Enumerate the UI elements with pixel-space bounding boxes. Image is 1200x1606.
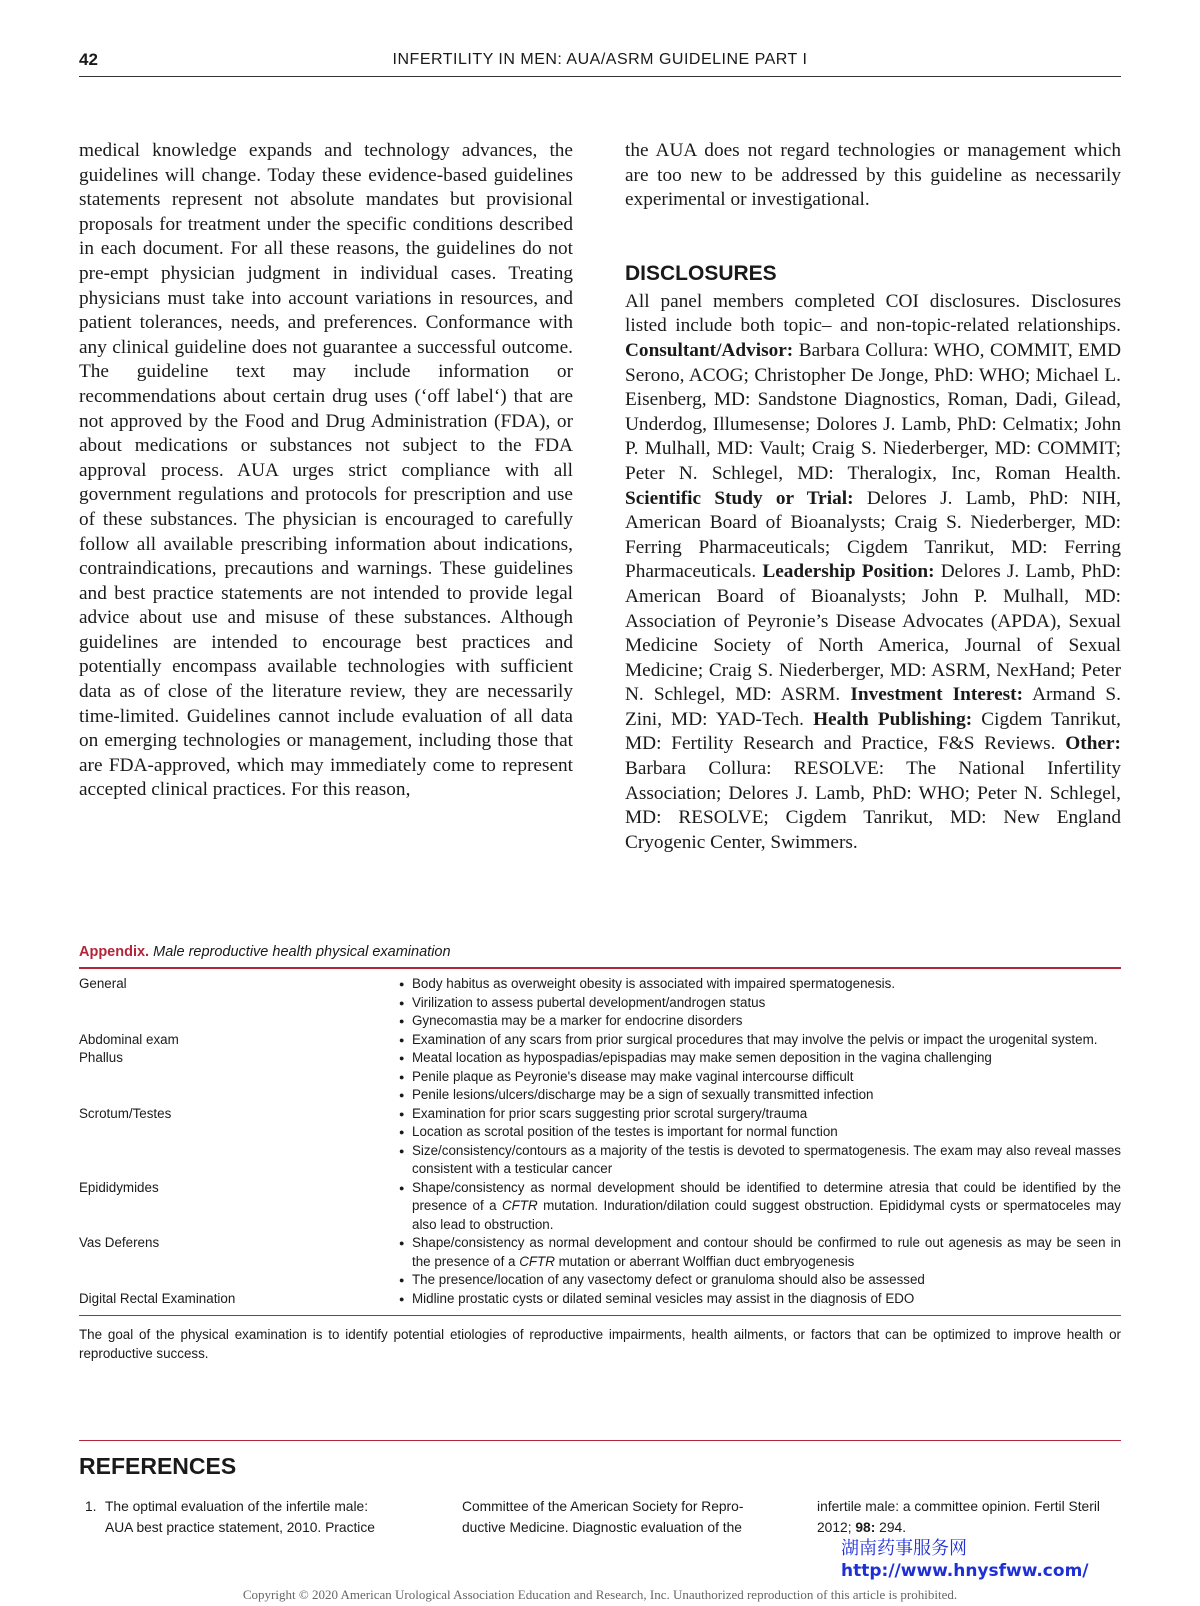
exam-findings xyxy=(398,1031,1121,1050)
exam-row-scrotum xyxy=(79,1105,1121,1179)
exam-findings xyxy=(398,1105,1121,1179)
exam-findings xyxy=(398,975,1121,1031)
exam-findings xyxy=(398,1290,1121,1309)
exam-findings xyxy=(398,1234,1121,1290)
health-publishing-text: Cigdem Tanrikut, MD: Fertility Research and Practice, F&S Reviews. xyxy=(625,708,1121,755)
exam-finding: ● Penile lesions/ulcers/discharge may be a sign of sexually transmitted infection xyxy=(398,1086,1121,1105)
reference-number: 1. xyxy=(85,1499,97,1514)
disclosures-heading: DISCLOSURES xyxy=(625,261,777,285)
scientific-text: Delores J. Lamb, PhD: NIH, American Board of Bioanalysts; Craig S. Niederberger, MD: Ferring Pharmaceuticals; Cigdem Tanrikut, MD: Ferring Pharmaceuticals. xyxy=(625,487,1121,583)
exam-region: Vas Deferens xyxy=(79,1235,160,1250)
exam-row-general xyxy=(79,975,1121,1031)
exam-region: Digital Rectal Examination xyxy=(79,1290,236,1306)
leadership-label: Leadership Position: xyxy=(762,561,935,583)
leadership-text: Delores J. Lamb, PhD: American Board of Bioanalysts; John P. Mulhall, MD: Association of Peyronie’s Disease Advocates (APDA), Sexual Medicine Society of North America, Journal of Sexual Medicine; Craig S. Niederberger, MD: ASRM, NexHand; Peter N. Schlegel, MD: ASRM. xyxy=(625,561,1121,706)
page-header xyxy=(79,48,1121,77)
investment-text: Armand S. Zini, MD: YAD-Tech. xyxy=(625,684,1121,730)
consultant-text: Barbara Collura: WHO, COMMIT, EMD Serono, ACOG; Christopher De Jonge, PhD: WHO; Michael L. Eisenberg, MD: Sandstone Diagnostics, Roman, Dadi, Gilead, Underdog, Illumesense; Dolores J. Lamb, PhD: Celmatix; John P. Mulhall, MD: Vault; Craig S. Niederberger, MD: COMMIT; Peter N. Schlegel, MD: Theralogix, Inc, Roman Health. xyxy=(625,339,1121,484)
reference-text-line: Committee of the American Society for Repro- xyxy=(462,1499,744,1514)
exam-region: Epididymides xyxy=(79,1179,159,1195)
exam-finding: ● Shape/consistency as normal development should be identified to determine atresia that could be identified by the presence of a CFTR mutation. Induration/dilation could suggest obstruction. Epididymal cysts or spermatoceles may also lead to obstruction. xyxy=(398,1179,1121,1235)
exam-finding: ● Shape/consistency as normal development and contour should be confirmed to rule out agenesis as may be seen in the presence of a CFTR mutation or aberrant Wolffian duct embryogenesis xyxy=(398,1234,1121,1271)
watermark-url: http://www.hnysfww.com/ xyxy=(841,1561,1089,1581)
exam-finding: ● Body habitus as overweight obesity is associated with impaired spermatogenesis. xyxy=(398,975,1121,994)
copyright-notice: Copyright © 2020 American Urological Association Education and Research, Inc. Unauthorized reproduction of this article is prohibited. xyxy=(242,1587,958,1602)
exam-region: Abdominal exam xyxy=(79,1031,179,1047)
running-head: INFERTILITY IN MEN: AUA/ASRM GUIDELINE PART I xyxy=(392,51,808,68)
references-divider xyxy=(79,1440,1121,1441)
exam-finding: ● Size/consistency/contours as a majority of the testis is devoted to spermatogenesis. The exam may also reveal masses consistent with a testicular cancer xyxy=(398,1142,1121,1179)
exam-row-phallus xyxy=(79,1049,1121,1105)
reference-page: 294. xyxy=(879,1519,907,1535)
other-text: Barbara Collura: RESOLVE: The National Infertility Association; Delores J. Lamb, PhD: WHO; Peter N. Schlegel, MD: RESOLVE; Cigdem Tanrikut, MD: New England Cryogenic Center, Swimmers. xyxy=(625,758,1121,853)
disclosures-intro: All panel members completed COI disclosures. Disclosures listed include both topic– and non-topic-related relationships. xyxy=(625,290,1121,337)
exam-finding: ● Midline prostatic cysts or dilated seminal vesicles may assist in the diagnosis of EDO xyxy=(398,1290,1121,1309)
exam-finding: ● Penile plaque as Peyronie's disease may make vaginal intercourse difficult xyxy=(398,1068,1121,1087)
reference-volume: 98: xyxy=(855,1519,876,1535)
disclosures-paragraph xyxy=(625,290,1121,856)
exam-finding: ● Location as scrotal position of the testes is important for normal function xyxy=(398,1123,1121,1142)
exam-finding: ● Examination of any scars from prior surgical procedures that may involve the pelvis or impact the urogenital system. xyxy=(398,1031,1121,1050)
exam-findings xyxy=(398,1179,1121,1235)
exam-region: Phallus xyxy=(79,1050,123,1065)
appendix-table-block xyxy=(79,943,1121,1363)
watermark-chinese-text: 湖南药事服务网 xyxy=(841,1538,967,1559)
left-text-column xyxy=(79,139,573,803)
exam-row-epididymides xyxy=(79,1179,1121,1235)
exam-region: General xyxy=(79,976,127,991)
investment-label: Investment Interest: xyxy=(850,684,1023,706)
exam-finding: ● The presence/location of any vasectomy defect or granuloma should also be assessed xyxy=(398,1271,1121,1290)
reference-year: 2012; xyxy=(817,1519,852,1535)
reference-text-line: AUA best practice statement, 2010. Practice xyxy=(105,1519,375,1535)
reference-column-3 xyxy=(817,1497,1121,1538)
exam-row-abdominal xyxy=(79,1031,1121,1050)
appendix-title: Male reproductive health physical examination xyxy=(153,944,451,960)
other-label: Other: xyxy=(1065,733,1121,755)
consultant-label: Consultant/Advisor: xyxy=(625,339,794,361)
exam-finding: ● Examination for prior scars suggesting prior scrotal surgery/trauma xyxy=(398,1105,1121,1124)
references-heading: REFERENCES xyxy=(79,1453,237,1479)
exam-region: Scrotum/Testes xyxy=(79,1105,172,1121)
reference-column-1 xyxy=(79,1497,399,1538)
right-text-column xyxy=(625,139,1121,855)
exam-row-dre xyxy=(79,1290,1121,1309)
reference-text-line: infertile male: a committee opinion. Fertil Steril xyxy=(817,1499,1100,1514)
scientific-label: Scientific Study or Trial: xyxy=(625,487,854,509)
reference-column-2 xyxy=(462,1497,762,1538)
reference-text-line: ductive Medicine. Diagnostic evaluation of the xyxy=(462,1519,742,1535)
exam-table xyxy=(79,967,1121,1316)
reference-citation-line xyxy=(817,1518,1121,1539)
exam-finding: ● Meatal location as hypospadias/epispadias may make semen deposition in the vagina challenging xyxy=(398,1049,1121,1068)
left-column-paragraph: medical knowledge expands and technology advances, the guidelines will change. Today these evidence-based guidelines statements represent not absolute mandates but provisional proposals for treatment under the specific conditions described in each document. For all these reasons, the guidelines do not pre-empt physician judgment in individual cases. Treating physicians must take into account variations in resources, and patient tolerances, needs, and preferences. Conformance with any clinical guideline does not guarantee a successful outcome. The guideline text may include information or recommendations about certain drug uses (‘off label‘) that are not approved by the Food and Drug Administration (FDA), or about medications or substances not subject to the FDA approval process. AUA urges strict compliance with all government regulations and protocols for prescription and use of these substances. The physician is encouraged to carefully follow all available prescribing information about indications, contraindications, precautions and warnings. These guidelines and best practice statements are not intended to provide legal advice about use and misuse of these substances. Although guidelines are intended to encourage best practices and potentially encompass available technologies with sufficient data as of close of the literature review, they are necessarily time-limited. Guidelines cannot include evaluation of all data on emerging technologies or management, including those that are FDA-approved, which may immediately come to represent accepted clinical practices. For this reason, xyxy=(79,140,573,801)
appendix-footnote: The goal of the physical examination is to identify potential etiologies of reproductive impairments, health ailments, or factors that can be optimized to improve health or reproductive success. xyxy=(79,1327,1121,1361)
health-publishing-label: Health Publishing: xyxy=(813,708,973,730)
appendix-label: Appendix. xyxy=(79,944,150,960)
exam-row-vas-deferens xyxy=(79,1234,1121,1290)
page-number: 42 xyxy=(79,50,98,69)
appendix-caption xyxy=(79,943,1121,961)
watermark xyxy=(841,1538,1089,1582)
exam-finding: ● Virilization to assess pubertal development/androgen status xyxy=(398,994,1121,1013)
exam-findings xyxy=(398,1049,1121,1105)
reference-text-line: The optimal evaluation of the infertile male: xyxy=(105,1499,369,1514)
exam-finding: ● Gynecomastia may be a marker for endocrine disorders xyxy=(398,1012,1121,1031)
continuation-paragraph: the AUA does not regard technologies or management which are too new to be addressed by this guideline as necessarily experimental or investigational. xyxy=(625,140,1121,211)
